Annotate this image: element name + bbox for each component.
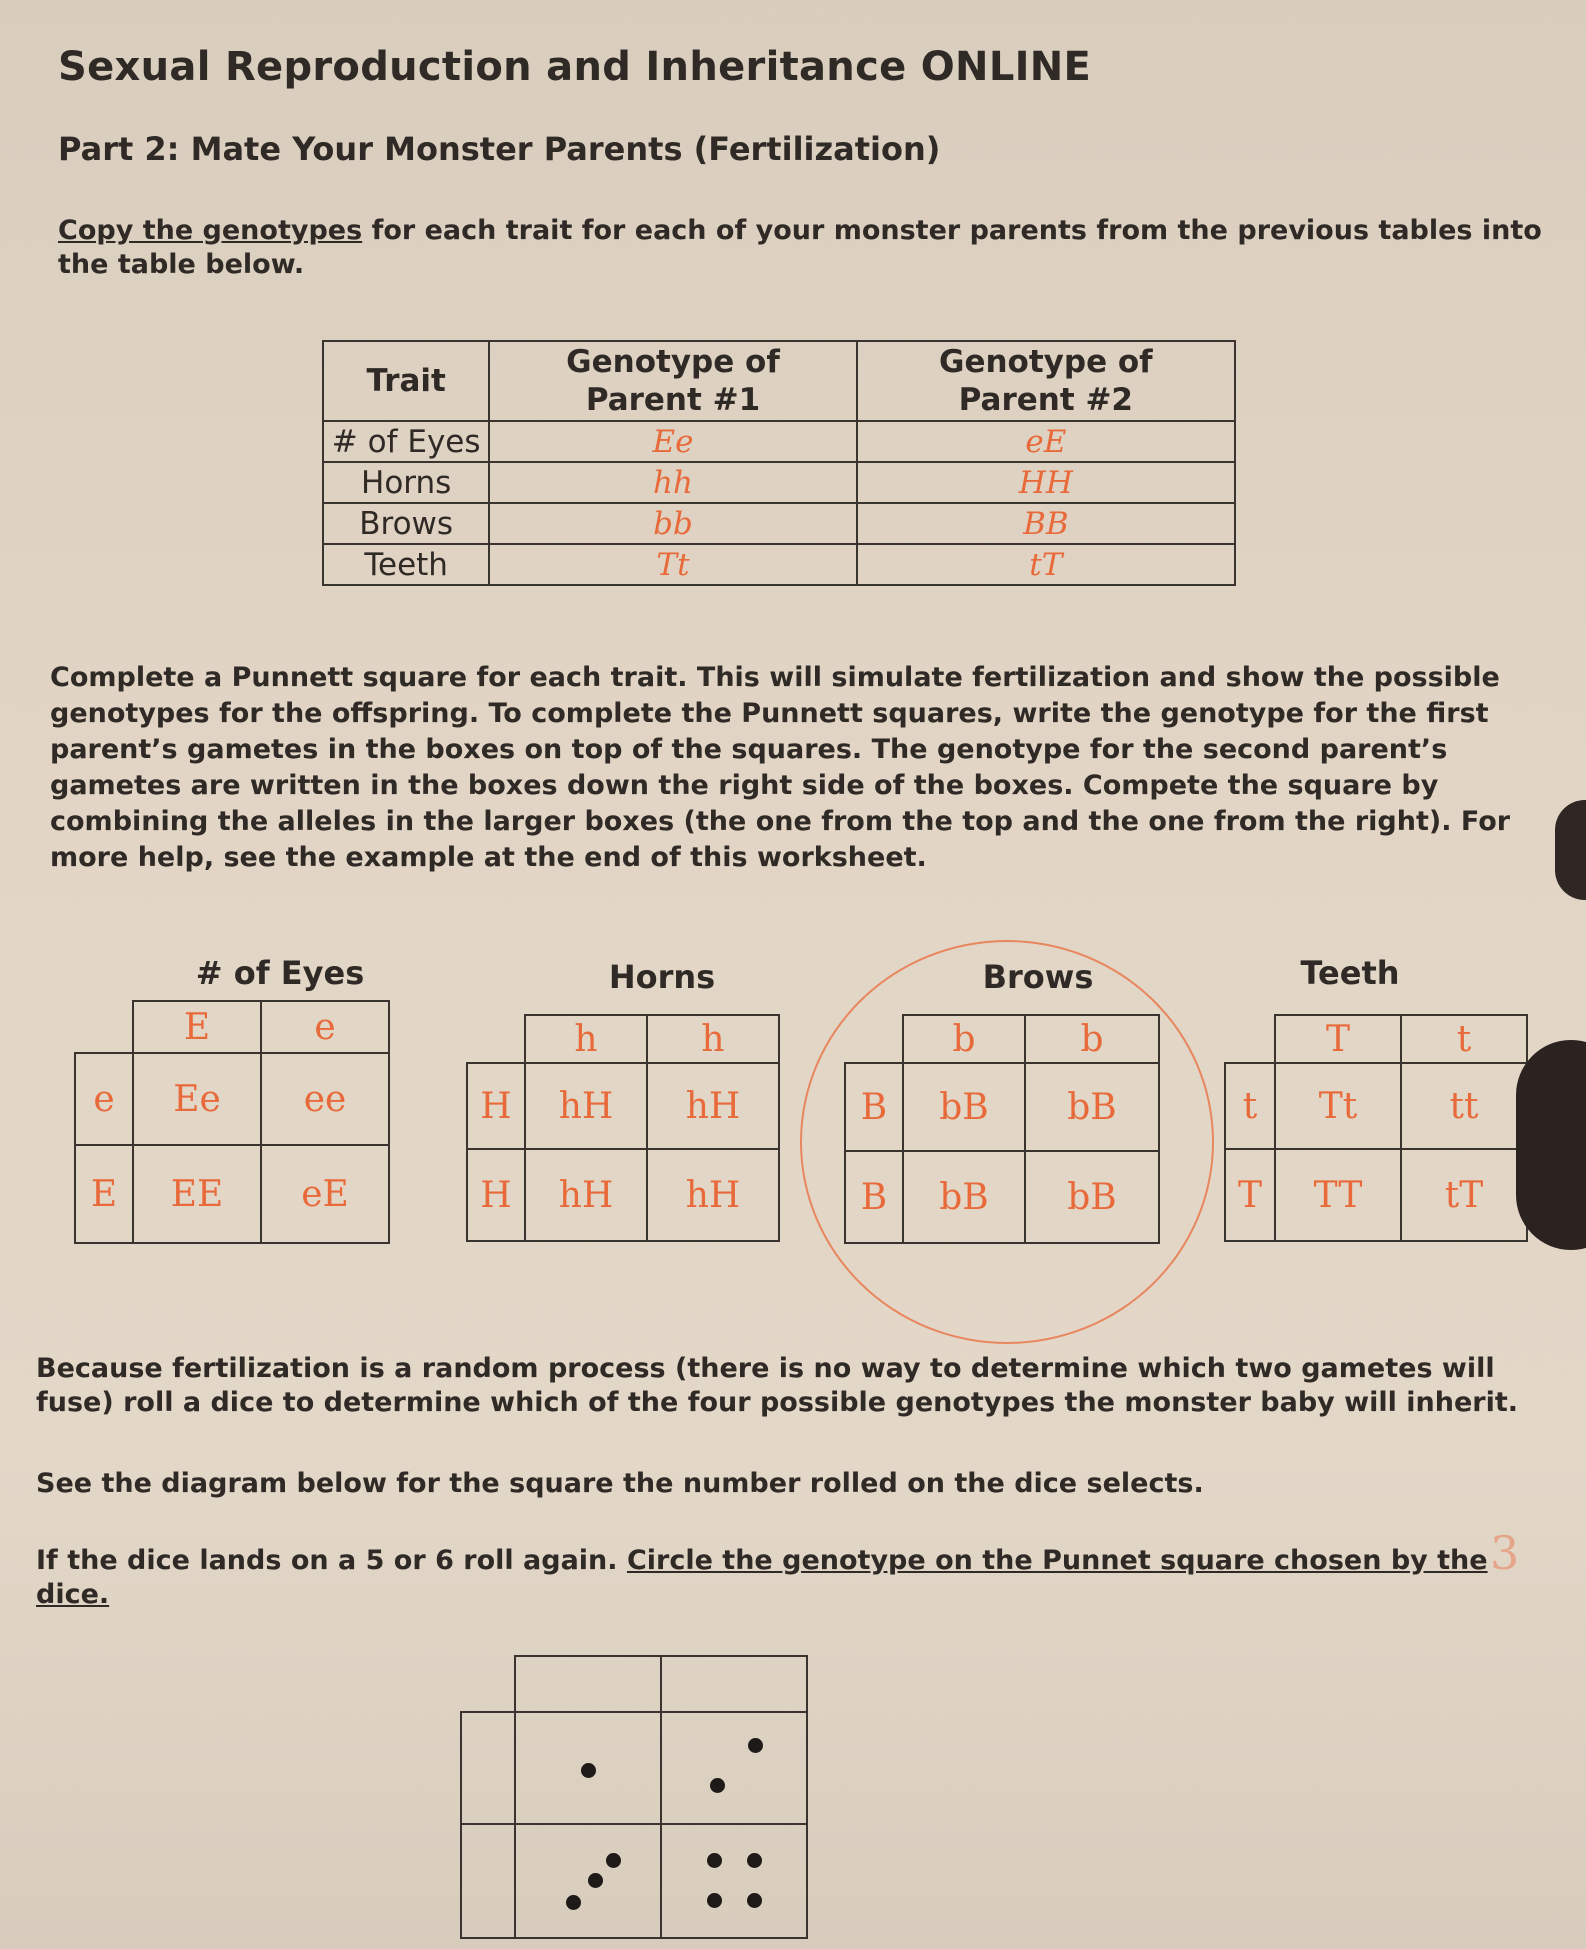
dice-face-1 [515,1712,661,1824]
parent-2-genotype: HH [857,462,1235,503]
dice-side-box [461,1712,515,1824]
copy-instructions-underlined: Copy the genotypes [58,215,363,246]
header-parent-1: Genotype of Parent #1 [489,341,856,421]
parent-2-genotype: tT [857,544,1235,585]
part-heading: Part 2: Mate Your Monster Parents (Fertilization) [58,130,941,168]
copy-instructions [58,214,1548,282]
punnett-cell: Ee [133,1053,261,1145]
punnett-cell: hH [525,1063,647,1149]
gamete-top: T [1275,1015,1401,1063]
dice-face-3 [515,1824,661,1938]
parent-1-genotype: hh [489,462,856,503]
reroll-instructions [36,1544,1566,1612]
punnett-cell: eE [261,1145,389,1243]
punnett-cell: bB [903,1151,1025,1243]
punnett-title-horns: Horns [608,958,716,996]
parent-2-genotype: BB [857,503,1235,544]
gamete-top: E [133,1001,261,1053]
dice-pip [707,1893,722,1908]
dice-pip [566,1895,581,1910]
dice-side-box [461,1824,515,1938]
gamete-top: e [261,1001,389,1053]
parent-1-genotype: bb [489,503,856,544]
dice-pip [606,1853,621,1868]
gamete-top: h [647,1015,779,1063]
dice-pip [710,1778,725,1793]
punnett-cell: bB [1025,1063,1159,1151]
punnett-cell: TT [1275,1149,1401,1241]
gamete-side: H [467,1149,525,1241]
punnett-cell: bB [903,1063,1025,1151]
gamete-side: B [845,1151,903,1243]
header-trait: Trait [323,341,489,421]
gamete-side: T [1225,1149,1275,1241]
dice-pip [747,1853,762,1868]
gamete-side: B [845,1063,903,1151]
table-row [323,544,1235,585]
punnett-title-brows: Brows [982,958,1094,996]
dice-pip [748,1738,763,1753]
gamete-top: b [903,1015,1025,1063]
dice-face-2 [661,1712,807,1824]
punnett-cell: tT [1401,1149,1527,1241]
dice-pip [747,1893,762,1908]
dice-pip [581,1763,596,1778]
punnett-cell: ee [261,1053,389,1145]
table-row [323,421,1235,462]
gamete-side: E [75,1145,133,1243]
copy-instructions-rest: for each trait for each of your monster parents from the previous tables into the table below. [58,215,1542,280]
page-title: Sexual Reproduction and Inheritance ONLINE [58,44,1092,90]
gamete-side: t [1225,1063,1275,1149]
punnett-square-eyes [74,1000,390,1244]
punnett-square-horns [466,1014,780,1242]
gamete-top: t [1401,1015,1527,1063]
punnett-square-teeth [1224,1014,1528,1242]
header-parent-2: Genotype of Parent #2 [857,341,1235,421]
punnett-title-eyes: # of Eyes [195,954,365,992]
parent-1-genotype: Tt [489,544,856,585]
trait-cell: Horns [323,462,489,503]
dice-pip [707,1853,722,1868]
circle-instruction-underlined: Circle the genotype on the Punnet square chosen by the dice. [36,1545,1488,1610]
dice-face-4 [661,1824,807,1938]
gamete-side: H [467,1063,525,1149]
punnett-instructions: Complete a Punnett square for each trait. This will simulate fertilization and show the possible genotypes for the offspring. To complete the Punnett squares, write the genotype for the first parent’s gametes in the boxes on top of the squares. The genotype for the second parent’s gametes are written in the boxes down the right side of the boxes. Compete the square by combining the alleles in the larger boxes (the one from the top and the one from the right). For more help, see the example at the end of this worksheet. [50,662,1511,873]
punnett-cell: hH [525,1149,647,1241]
punnett-cell: hH [647,1149,779,1241]
table-row [323,503,1235,544]
handwritten-number: 3 [1490,1526,1520,1580]
punnett-cell: hH [647,1063,779,1149]
random-instructions: Because fertilization is a random process (there is no way to determine which two gametes will fuse) roll a dice to determine which of the four possible genotypes the monster baby will inherit. [36,1353,1519,1418]
table-row [323,462,1235,503]
punnett-cell: EE [133,1145,261,1243]
punnett-square-brows [844,1014,1160,1244]
trait-cell: Brows [323,503,489,544]
gamete-top: h [525,1015,647,1063]
parent-1-genotype: Ee [489,421,856,462]
punnett-cell: tt [1401,1063,1527,1149]
dice-top-box [661,1656,807,1712]
punnett-cell: Tt [1275,1063,1401,1149]
gamete-top: b [1025,1015,1159,1063]
dice-diagram [460,1655,808,1939]
trait-cell: Teeth [323,544,489,585]
trait-cell: # of Eyes [323,421,489,462]
punnett-title-teeth: Teeth [1300,954,1400,992]
dice-pip [588,1873,603,1888]
finger-shadow [1516,1040,1586,1250]
gamete-side: e [75,1053,133,1145]
dice-top-box [515,1656,661,1712]
diagram-instructions: See the diagram below for the square the number rolled on the dice selects. [36,1468,1204,1499]
punnett-cell: bB [1025,1151,1159,1243]
reroll-text: If the dice lands on a 5 or 6 roll again. [36,1545,627,1576]
parent-2-genotype: eE [857,421,1235,462]
genotype-table [322,340,1236,586]
finger-shadow [1555,800,1586,900]
